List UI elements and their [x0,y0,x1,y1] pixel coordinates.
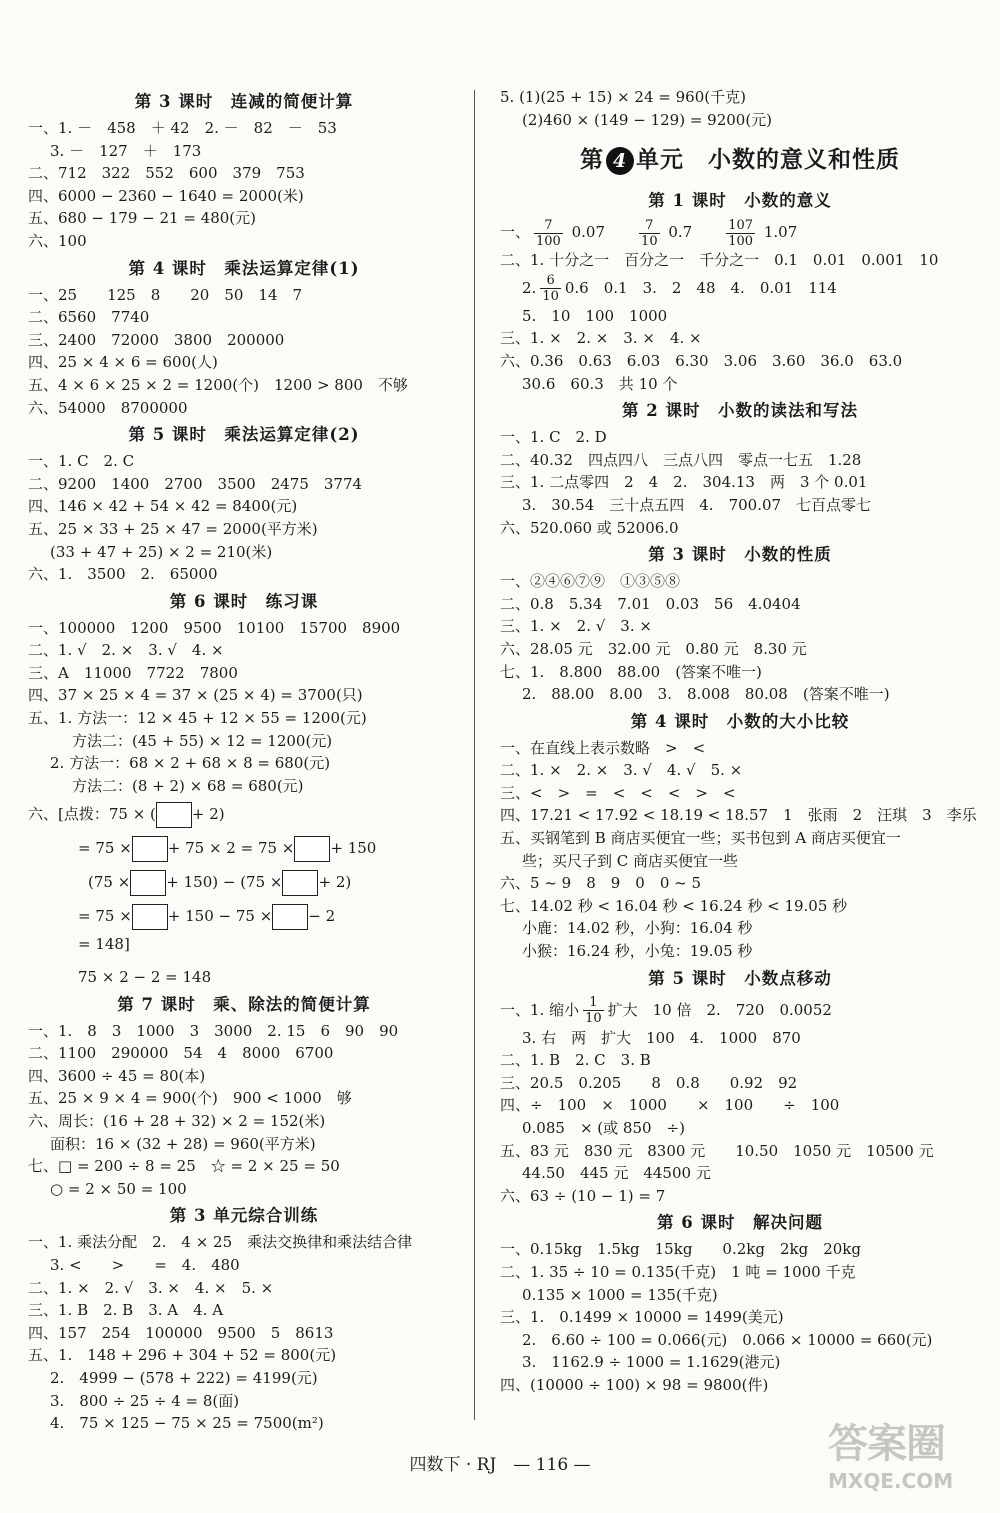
section-title: 第 2 课时 小数的读法和写法 [622,401,858,421]
fraction: $\frac{1}{10}$ [585,995,602,1027]
answer-line: 5. 10 100 1000 [522,306,668,325]
answer-line: 六、5 ~ 9 8 9 0 0 ~ 5 [500,874,702,893]
section-title: 第 3 课时 连减的简便计算 [134,92,354,111]
answer-line: 三、1. 二点零四 2 4 2. 304.13 两 3 个 0.01 [500,473,868,492]
fraction: $\frac{6}{10}$ [542,273,559,305]
answer-line: 2. 6.60 ÷ 100 = 0.066(元) 0.066 × 10000 = 660(元) [522,1330,933,1349]
answer-line: 二、1. × 2. √ 3. × 4. × 5. × [28,1278,274,1297]
answer-line: 二、0.8 5.34 7.01 0.03 56 4.0404 [500,594,801,613]
section-title: 第 3 课时 小数的性质 [648,545,832,565]
answer-line: 二、1. √ 2. × 3. √ 4. × [28,641,224,660]
blank-box [282,870,318,896]
answer-line: 五、680 − 179 − 21 = 480(元) [28,209,256,228]
answer-line: 二、6560 7740 [28,308,150,327]
unit-title: 第 4 单元 小数的意义和性质 [580,146,900,174]
answer-line: 二、1. 十分之一 百分之一 千分之一 0.1 0.01 0.001 10 [500,251,939,270]
answer-line: 四、157 254 100000 9500 5 8613 [28,1323,334,1342]
blank-box [156,802,192,828]
watermark-logo [828,1412,993,1512]
answer-line: 一、1. 乘法分配 2. 4 × 25 乘法交换律和乘法结合律 [28,1233,413,1252]
answer-line: 方法二：(8 + 2) × 68 = 680(元) [72,776,304,795]
answer-line: 三、20.5 0.205 8 0.8 0.92 92 [500,1073,798,1092]
answer-line: 面积：16 × (32 + 28) = 960(平方米) [50,1134,316,1153]
answer-line: 三、1. × 2. √ 3. × [500,617,652,636]
section-title: 第 4 课时 小数的大小比较 [630,711,850,731]
fraction: $\frac{7}{100}$ [536,217,561,249]
answer-line: 四、17.21 < 17.92 < 18.19 < 18.57 1 张雨 2 汪琪 3 李乐 [500,806,977,825]
answer-line: 六、100 [28,231,87,250]
blank-box [132,904,168,930]
answer-line: 一、1. 8 3 1000 3 3000 2. 15 6 90 90 [28,1021,399,1040]
answer-line: 小猴：16.24 秒，小兔：19.05 秒 [522,942,753,961]
page-footer: 四数下 · RJ — 116 — [409,1455,591,1475]
answer-line: 一、1. 缩小 $\frac{1}{10}$ 扩大 10 倍 2. 720 0.0052 [500,995,832,1027]
answer-line: 一、100000 1200 9500 10100 15700 8900 [28,618,401,637]
blank-box [272,904,308,930]
answer-line: 3. < > = 4. 480 [50,1255,240,1274]
section-title: 第 3 单元综合训练 [169,1206,319,1226]
answer-line: 五、1. 148 + 296 + 304 + 52 = 800(元) [28,1346,337,1365]
answer-line: 0.135 × 1000 = 135(千克) [522,1285,718,1304]
answer-line: 六、28.05 元 32.00 元 0.80 元 8.30 元 [500,639,807,658]
answer-line: 30.6 60.3 共 10 个 [522,374,678,393]
answer-line: 3. 右 两 扩大 100 4. 1000 870 [522,1028,801,1047]
answer-line: 2. 方法一：68 × 2 + 68 × 8 = 680(元) [50,754,331,773]
section-title: 第 5 课时 乘法运算定律(2) [128,425,360,445]
fraction: $\frac{107}{100}$ [728,217,754,249]
watermark-url: MXQE.COM [828,1469,954,1493]
answer-line: 六、54000 8700000 [28,398,188,417]
answer-line: 三、1. B 2. B 3. A 4. A [28,1301,224,1320]
answer-line: 六、0.36 0.63 6.03 6.30 3.06 3.60 36.0 63.0 [500,351,903,370]
answer-line: 六、520.060 或 52006.0 [500,518,679,537]
watermark-text: 答案圈 [828,1421,945,1467]
answer-line: 一、在直线上表示数略 > < [500,738,706,757]
section-title: 第 4 课时 乘法运算定律(1) [128,258,360,278]
answer-line: 二、40.32 四点四八 三点八四 零点一七五 1.28 [500,450,862,469]
answer-line: 七、14.02 秒 < 16.04 秒 < 16.24 秒 < 19.05 秒 [500,896,848,915]
answer-line: 一、 $\frac{7}{100}$ 0.07 $\frac{7}{10}$ 0.7 $\frac{107}{100}$ 1.07 [500,217,798,249]
column-divider [474,90,475,1420]
answer-line: 五、买钢笔到 B 商店买便宜一些；买书包到 A 商店买便宜一 [500,829,901,848]
answer-line: 五、83 元 830 元 8300 元 10.50 1050 元 10500 元 [500,1141,934,1160]
answer-line: 二、9200 1400 2700 3500 2475 3774 [28,474,363,493]
answer-line: 二、1100 290000 54 4 8000 6700 [28,1044,334,1063]
hint-line: = 75 × + 150 − 75 × − 2 [28,899,460,933]
answer-line: 六、周长：(16 + 28 + 32) × 2 = 152(米) [28,1112,326,1130]
answer-line: 二、1. B 2. C 3. B [500,1051,651,1070]
answer-line: 四、÷ 100 × 1000 × 100 ÷ 100 [500,1096,840,1115]
blank-box [132,836,168,862]
answer-line: 一、1. C 2. C [28,452,135,471]
section-title: 第 7 课时 乘、除法的简便计算 [117,994,371,1014]
answer-line: ○ = 2 × 50 = 100 [50,1179,187,1198]
answer-line: 一、0.15kg 1.5kg 15kg 0.2kg 2kg 20kg [500,1240,861,1259]
section-title: 第 1 课时 小数的意义 [648,191,832,211]
answer-line: 三、1. × 2. × 3. × 4. × [500,329,702,348]
answer-line: 小鹿：14.02 秒，小狗：16.04 秒 [522,919,753,938]
answer-line: 一、1. C 2. D [500,428,607,447]
answer-line: 一、1. － 458 ＋ 42 2. － 82 － 53 [28,119,337,137]
answer-line: 些；买尺子到 C 商店买便宜一些 [522,851,739,870]
answer-line: 2. $\frac{6}{10}$ 0.6 0.1 3. 2 48 4. 0.01 114 [522,273,837,305]
answer-line: 三、< > = < < < > < [500,783,736,802]
answer-line: 44.50 445 元 44500 元 [522,1164,711,1183]
answer-line: 一、②④⑥⑦⑨ ①③⑤⑧ [500,572,681,591]
hint-line: = 148] [78,935,130,954]
answer-line: 四、146 × 42 + 54 × 42 = 8400(元) [28,497,298,516]
answer-line: 五、4 × 6 × 25 × 2 = 1200(个) 1200 > 800 不够 [28,375,408,394]
answer-line: 六、1. 3500 2. 65000 [28,565,218,584]
answer-line: 五、25 × 33 + 25 × 47 = 2000(平方米) [28,519,318,538]
left-column [28,86,460,1435]
answer-line: 方法二：(45 + 55) × 12 = 1200(元) [72,731,333,750]
answer-line: 三、1. 0.1499 × 10000 = 1499(美元) [500,1308,784,1327]
answer-line: 3. 800 ÷ 25 ÷ 4 = 8(面) [50,1391,240,1410]
answer-line: 七、1. 8.800 88.00 (答案不唯一) [500,662,762,681]
unit-number-badge: 4 [606,147,634,175]
answer-line: 四、25 × 4 × 6 = 600(人) [28,353,218,372]
answer-line: 一、25 125 8 20 50 14 7 [28,285,303,304]
answer-line: 二、1. × 2. × 3. √ 4. √ 5. × [500,761,743,780]
answer-line: 3. － 127 ＋ 173 [50,141,202,160]
answer-line: 五、1. 方法一：12 × 45 + 12 × 55 = 1200(元) [28,709,367,728]
answer-line: (2)460 × (149 − 129) = 9200(元) [522,110,773,129]
answer-line: 3. 30.54 三十点五四 4. 700.07 七百点零七 [522,495,872,514]
answer-line: 3. 1162.9 ÷ 1000 = 1.1629(港元) [522,1353,781,1372]
answer-line: 三、A 11000 7722 7800 [28,663,238,682]
answer-line: 三、2400 72000 3800 200000 [28,330,285,349]
section-title: 第 6 课时 解决问题 [657,1213,823,1233]
hint-line: (75 × + 150) − (75 × + 2) [28,865,460,899]
answer-line: 2. 4999 − (578 + 222) = 4199(元) [50,1368,318,1387]
answer-line: 2. 88.00 8.00 3. 8.008 80.08 (答案不唯一) [522,685,890,704]
answer-line: 二、712 322 552 600 379 753 [28,164,305,183]
hint-line: 75 × 2 − 2 = 148 [78,968,212,987]
answer-line: 六、63 ÷ (10 − 1) = 7 [500,1186,666,1205]
section-title: 第 6 课时 练习课 [169,591,319,611]
answer-line: 四、37 × 25 × 4 = 37 × (25 × 4) = 3700(只) [28,686,363,705]
blank-box [294,836,330,862]
answer-line: 0.085 × (或 850 ÷) [522,1119,685,1137]
right-column [500,86,980,1397]
answer-line: 四、3600 ÷ 45 = 80(本) [28,1066,206,1085]
answer-line: (33 + 47 + 25) × 2 = 210(米) [50,542,273,561]
answer-line: 5. (1)(25 + 15) × 24 = 960(千克) [500,88,746,106]
hint-line: 六、[点拨：75 × ( + 2) [28,797,460,831]
answer-line: 五、25 × 9 × 4 = 900(个) 900 < 1000 够 [28,1089,352,1108]
answer-line: 4. 75 × 125 − 75 × 25 = 7500(m²) [50,1414,324,1433]
answer-line: 二、1. 35 ÷ 10 = 0.135(千克) 1 吨 = 1000 千克 [500,1262,856,1281]
answer-line: 七、□ = 200 ÷ 8 = 25 ☆ = 2 × 25 = 50 [28,1157,340,1176]
answer-line: 四、6000 − 2360 − 1640 = 2000(米) [28,186,304,205]
fraction: $\frac{7}{10}$ [641,217,658,249]
answer-line: 四、(10000 ÷ 100) × 98 = 9800(件) [500,1375,769,1394]
section-title: 第 5 课时 小数点移动 [648,968,832,988]
blank-box [130,870,166,896]
hint-line: = 75 × + 75 × 2 = 75 × + 150 [28,831,460,865]
